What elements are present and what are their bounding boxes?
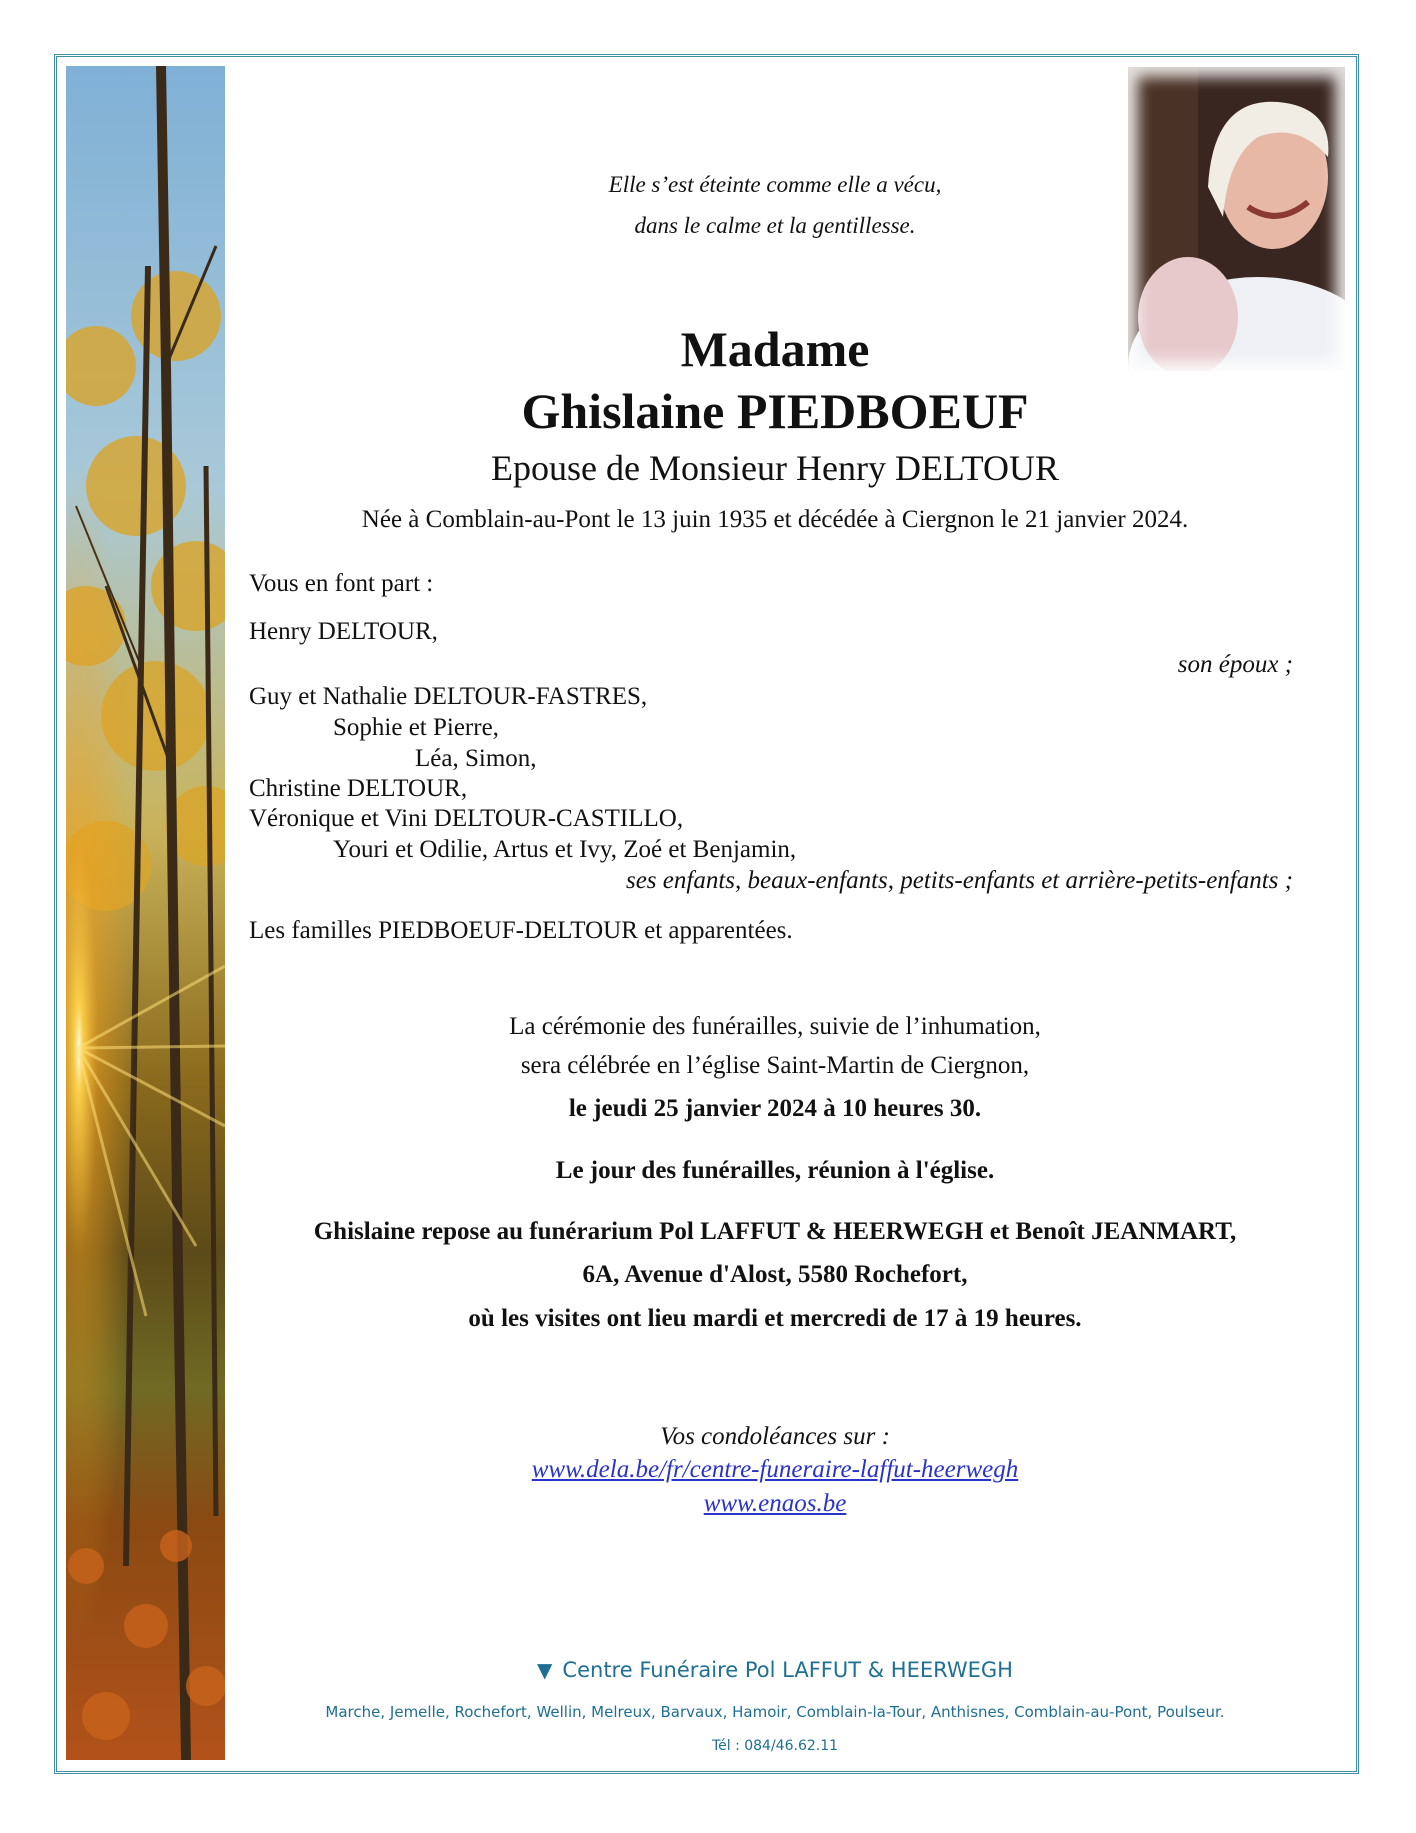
family-line: Youri et Odilie, Artus et Ivy, Zoé et Benjamin, (333, 836, 797, 863)
related-families: Les familles PIEDBOEUF-DELTOUR et apparentées. (249, 917, 793, 944)
quote-line-2: dans le calme et la gentillesse. (634, 213, 916, 238)
deceased-title: Madame (680, 321, 870, 377)
birth-death-dates: Née à Comblain-au-Pont le 13 juin 1935 et décédée à Ciergnon le 21 janvier 2024. (361, 506, 1189, 533)
family-line: Christine DELTOUR, (249, 775, 468, 802)
footer-company (250, 1658, 1300, 1682)
footer-company-name: Centre Funéraire Pol LAFFUT & HEERWEGH (562, 1658, 1013, 1682)
ceremony-date: le jeudi 25 janvier 2024 à 10 heures 30. (568, 1095, 982, 1122)
funerarium-line-1: Ghislaine repose au funérarium Pol LAFFUT & HEERWEGH et Benoît JEANMART, (313, 1218, 1237, 1245)
spouse-line: Epouse de Monsieur Henry DELTOUR (491, 448, 1059, 488)
funerarium-address: 6A, Avenue d'Alost, 5580 Rochefort, (582, 1261, 968, 1288)
quote-line-1: Elle s’est éteinte comme elle a vécu, (608, 172, 942, 197)
visiting-hours: où les visites ont lieu mardi et mercredi de 17 à 19 heures. (468, 1305, 1082, 1332)
condolences-label: Vos condoléances sur : (660, 1423, 890, 1450)
condolences-link-dela[interactable]: www.dela.be/fr/centre-funeraire-laffut-heerwegh (531, 1456, 1019, 1483)
spouse-role: son époux ; (1177, 651, 1293, 678)
family-line: Sophie et Pierre, (333, 714, 499, 741)
spouse-name: Henry DELTOUR, (249, 618, 438, 645)
condolences-link-enaos[interactable]: www.enaos.be (703, 1490, 847, 1517)
ceremony-line-1: La cérémonie des funérailles, suivie de l’inhumation, (509, 1013, 1041, 1040)
family-role: ses enfants, beaux-enfants, petits-enfants et arrière-petits-enfants ; (625, 867, 1293, 894)
ceremony-line-2: sera célébrée en l’église Saint-Martin de Ciergnon, (520, 1052, 1030, 1079)
family-line: Guy et Nathalie DELTOUR-FASTRES, (249, 683, 648, 710)
deceased-name: Ghislaine PIEDBOEUF (521, 383, 1029, 439)
footer-phone: Tél : 084/46.62.11 (711, 1738, 839, 1754)
family-line: Léa, Simon, (415, 745, 537, 772)
triangle-down-icon: ▼ (537, 1658, 553, 1682)
family-line: Véronique et Vini DELTOUR-CASTILLO, (249, 805, 684, 832)
meeting-info: Le jour des funérailles, réunion à l'église. (555, 1157, 995, 1184)
announcement-intro: Vous en font part : (249, 570, 434, 597)
footer-locations: Marche, Jemelle, Rochefort, Wellin, Melreux, Barvaux, Hamoir, Comblain-la-Tour, Anthisnes, Comblain-au-Pont, Poulseur. (325, 1703, 1225, 1721)
autumn-forest-image (66, 66, 225, 1760)
